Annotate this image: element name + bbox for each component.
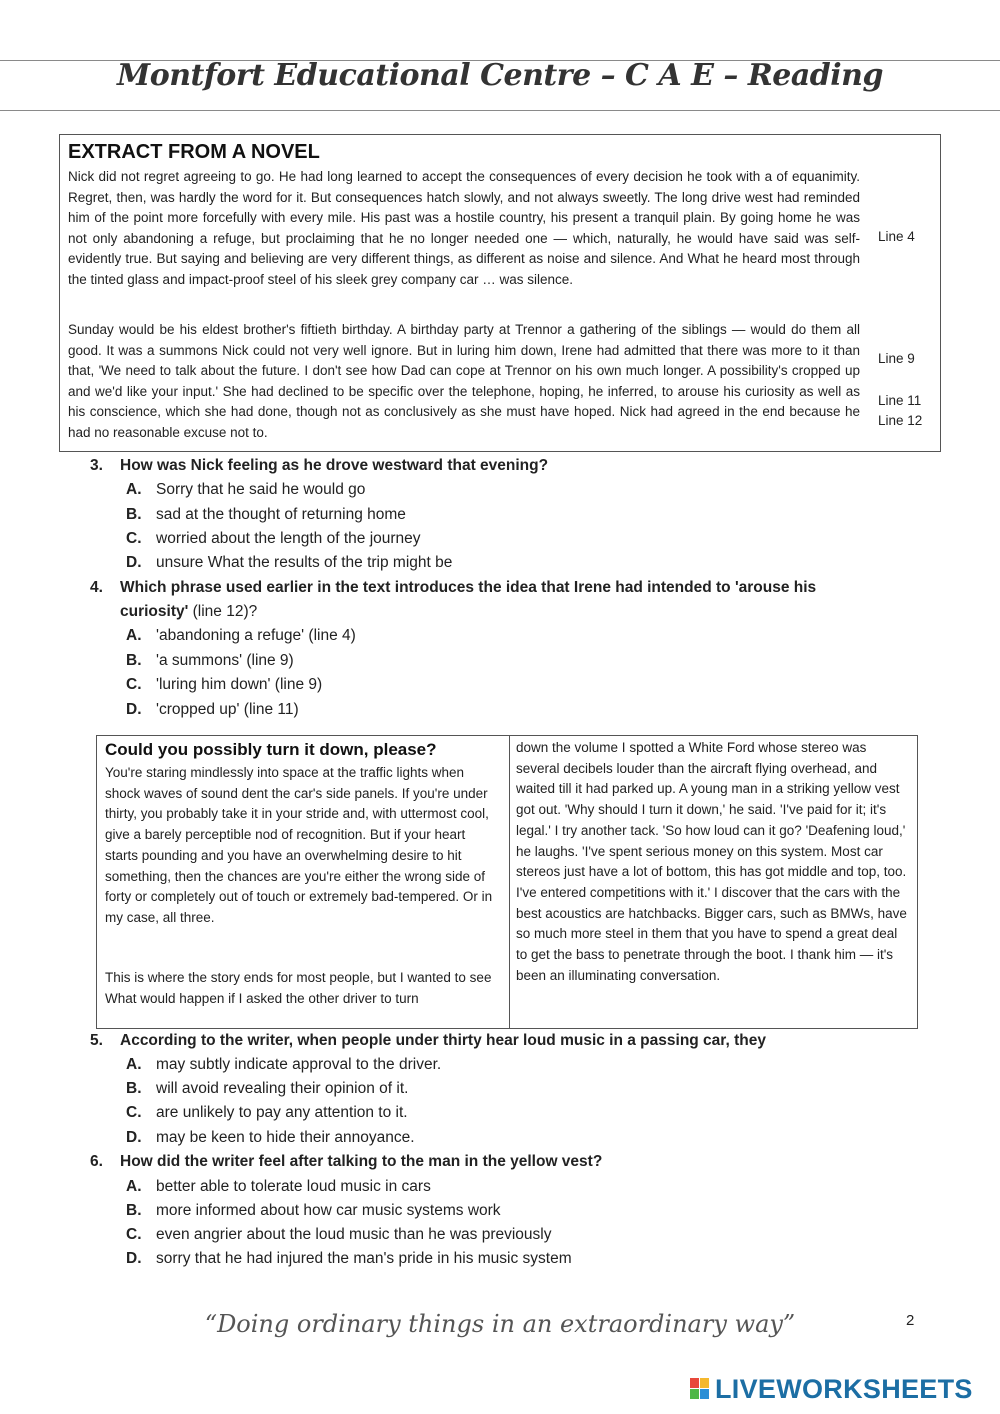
line-label-9: Line 9 xyxy=(878,351,915,366)
option-letter: A. xyxy=(126,1178,142,1195)
option-text: 'a summons' (line 9) xyxy=(156,652,294,669)
option-text: sad at the thought of returning home xyxy=(156,506,406,523)
extract-novel-paragraph-1: Nick did not regret agreeing to go. He had long learned to accept the consequences of every decision he took with a of equanimity. Regret, then, was hardly the word for it. But consequences hatch slowly, and not always sweetly. The long drive west had reminded him of the point more forcefully with every mile. His past was a hostile country, his present a tranquil plain. By going home he was not only abandoning a refuge, but proclaiming that he no longer needed one — which, naturally, he would have said was self-evidently true. But saying and believing are very different things, as different as noise and silence. And What he heard most through the tinted glass and impact-proof steel of his sleek grey company car … was silence. xyxy=(68,169,860,287)
option-text: are unlikely to pay any attention to it. xyxy=(156,1104,408,1121)
option-text: 'abandoning a refuge' (line 4) xyxy=(156,627,356,644)
extract-novel-box xyxy=(59,134,941,452)
liveworksheets-wordmark: LIVEWORKSHEETS xyxy=(715,1374,973,1404)
option-text: sorry that he had injured the man's pride in his music system xyxy=(156,1250,572,1267)
question-number: 5. xyxy=(90,1032,103,1049)
option-text: 'cropped up' (line 11) xyxy=(156,701,299,718)
option-letter: C. xyxy=(126,530,142,547)
extract-novel-paragraph-2: Sunday would be his eldest brother's fiftieth birthday. A birthday party at Trennor a gathering of the siblings — would do them all good. It was a summons Nick could not very well ignore. But in luring him down, Irene had admitted that there was more to it than that, 'We need to talk about the future. I don't see how Dad can cope at Trennor on his own much longer. A possibility's cropped up and we'd like your input.' She had declined to be specific over the telephone, hoping, he inferred, to arouse his curiosity as well as his conscience, which she had done, though not as conclusively as she must have hoped. Nick had agreed in the end because he had no reasonable excuse not to. xyxy=(68,322,860,440)
extract-article-left-paragraph-2: This is where the story ends for most people, but I wanted to see What would happen if I asked the other driver to turn xyxy=(105,970,492,1006)
option-letter: D. xyxy=(126,701,142,718)
option-letter: C. xyxy=(126,1226,142,1243)
page-header-title: Montfort Educational Centre – C A E – Reading xyxy=(117,58,883,93)
option-letter: B. xyxy=(126,506,142,523)
question-number: 3. xyxy=(90,457,103,474)
option-text: 'luring him down' (line 9) xyxy=(156,676,323,693)
line-label-4: Line 4 xyxy=(878,229,915,244)
page-number: 2 xyxy=(906,1312,915,1329)
liveworksheets-logo-icon xyxy=(690,1378,710,1400)
option-letter: D. xyxy=(126,1129,142,1146)
question-text: According to the writer, when people under thirty hear loud music in a passing car, they xyxy=(120,1032,766,1049)
question-text: Which phrase used earlier in the text introduces the idea that Irene had intended to 'arouse his xyxy=(120,579,817,596)
option-letter: D. xyxy=(126,1250,142,1267)
question-text: How was Nick feeling as he drove westward that evening? xyxy=(120,457,549,474)
option-text: worried about the length of the journey xyxy=(156,530,421,547)
question-number: 6. xyxy=(90,1153,103,1170)
option-letter: A. xyxy=(126,627,142,644)
option-letter: B. xyxy=(126,1202,142,1219)
option-text: will avoid revealing their opinion of it. xyxy=(156,1080,409,1097)
question-text-continuation: curiosity' xyxy=(120,603,189,620)
extract-article-right-paragraph: down the volume I spotted a White Ford whose stereo was several decibels louder than the aircraft flying overhead, and waited till it had parked up. A young man in a striking yellow vest got out. 'Why should I turn it down,' he said. 'I've paid for it; it's legal.' I try another tack. 'So how loud can it go? 'Deafening loud,' he laughs. 'I've spent serious money on this system. Most car stereos just have a lot of bottom, this has got middle and top, too. I've entered competitions with it.' I discover that the cars with the best acoustics are hatchbacks. Bigger cars, such as BMWs, have so much more steel in them that you have to spend a great deal to get the bass to penetrate through the boot. I thank him — it's been an illuminating conversation. xyxy=(516,740,907,983)
option-text: may subtly indicate approval to the driver. xyxy=(156,1056,442,1073)
extract-article-box xyxy=(96,735,918,1029)
extract-article-left-paragraph-1: You're staring mindlessly into space at the traffic lights when shock waves of sound dent the car's side panels. If you're under thirty, you probably take it in your stride and, with uttermost cool, give a barely perceptible nod of recognition. But if your heart starts pounding and you have an overwhelming desire to hit something, then the chances are you're either the wrong side of forty or completely out of touch or extremely bad-tempered. Or in my case, all three. xyxy=(105,765,493,925)
option-letter: B. xyxy=(126,1080,142,1097)
option-letter: D. xyxy=(126,554,142,571)
option-letter: C. xyxy=(126,1104,142,1121)
option-text: more informed about how car music systems work xyxy=(156,1202,501,1219)
line-label-12: Line 12 xyxy=(878,413,923,428)
question-number: 4. xyxy=(90,579,103,596)
option-text: even angrier about the loud music than he was previously xyxy=(156,1226,552,1243)
column-divider xyxy=(509,736,510,1028)
option-letter: B. xyxy=(126,652,142,669)
option-text: may be keen to hide their annoyance. xyxy=(156,1129,415,1146)
question-line-ref: (line 12)? xyxy=(188,603,258,620)
option-letter: C. xyxy=(126,676,142,693)
extract-article-title: Could you possibly turn it down, please? xyxy=(105,740,437,759)
option-letter: A. xyxy=(126,1056,142,1073)
header-bottom-rule xyxy=(0,110,1000,111)
footer-motto: “Doing ordinary things in an extraordinary way” xyxy=(204,1310,796,1338)
question-text: How did the writer feel after talking to the man in the yellow vest? xyxy=(120,1153,603,1170)
option-text: Sorry that he said he would go xyxy=(156,481,366,498)
option-text: better able to tolerate loud music in cars xyxy=(156,1178,431,1195)
option-letter: A. xyxy=(126,481,142,498)
extract-novel-title: EXTRACT FROM A NOVEL xyxy=(68,141,320,163)
option-text: unsure What the results of the trip might be xyxy=(156,554,453,571)
line-label-11: Line 11 xyxy=(878,393,922,408)
